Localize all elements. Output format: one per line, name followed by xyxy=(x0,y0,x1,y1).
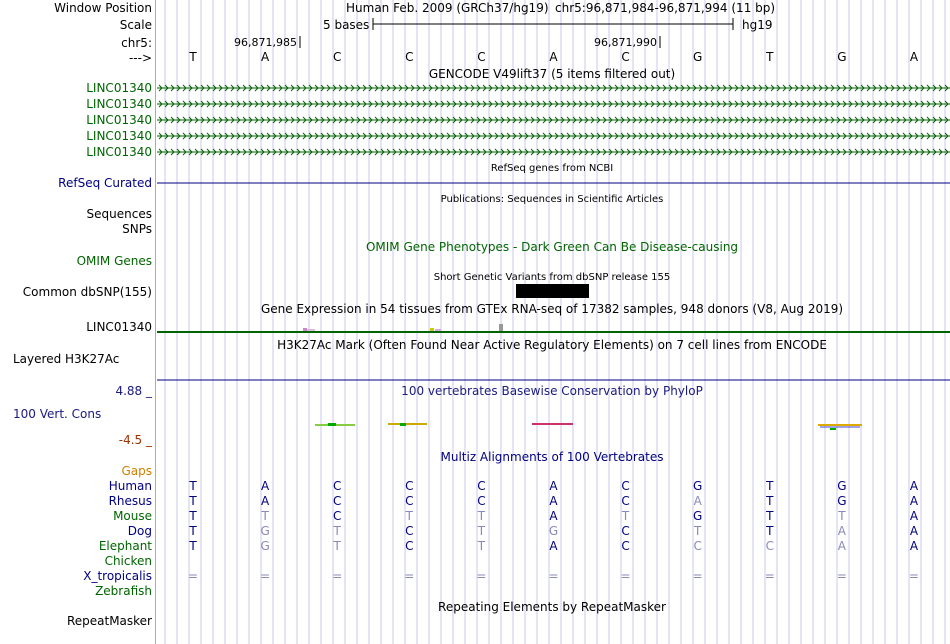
alignment-base: C xyxy=(405,539,414,553)
position-text: chr5:96,871,984-96,871,994 (11 bp) xyxy=(555,1,776,15)
alignment-base: T xyxy=(333,539,341,553)
assembly-title: Human Feb. 2009 (GRCh37/hg19) xyxy=(346,1,549,15)
alignment-base: C xyxy=(765,539,774,553)
alignment-base: C xyxy=(405,494,414,508)
label-divider xyxy=(155,0,156,644)
alignment-base: A xyxy=(549,479,558,493)
cons-label[interactable]: 100 Vert. Cons xyxy=(13,407,102,421)
alignment-base: C xyxy=(477,479,486,493)
alignment-base: A xyxy=(693,494,702,508)
alignment-base: = xyxy=(332,569,343,583)
sequences-label[interactable]: Sequences xyxy=(86,207,152,221)
h3k27-label[interactable]: Layered H3K27Ac xyxy=(13,352,120,366)
alignment-base: T xyxy=(189,539,197,553)
alignment-base: T xyxy=(621,509,630,523)
alignment-base: C xyxy=(333,509,342,523)
gencode-item-label[interactable]: LINC01340 xyxy=(86,113,152,127)
reference-base: A xyxy=(261,50,270,64)
species-label-dog[interactable]: Dog xyxy=(127,524,152,538)
alignment-base: = xyxy=(404,569,415,583)
species-label-elephant[interactable]: Elephant xyxy=(98,539,152,553)
pubs-title: Publications: Sequences in Scientific Articles xyxy=(440,194,664,205)
species-label-zebrafish[interactable]: Zebrafish xyxy=(95,584,152,598)
coord-right: 96,871,990 xyxy=(594,36,657,49)
alignment-base: C xyxy=(405,479,414,493)
alignment-base: C xyxy=(333,479,342,493)
alignment-base: A xyxy=(837,539,846,553)
reference-base: T xyxy=(189,50,197,64)
alignment-base: A xyxy=(909,539,919,553)
alignment-base: A xyxy=(549,494,558,508)
alignment-base: T xyxy=(477,539,486,553)
alignment-base: = xyxy=(188,569,199,583)
alignment-base: A xyxy=(909,479,919,493)
multiz-title: Multiz Alignments of 100 Vertebrates xyxy=(440,450,664,464)
alignment-base: T xyxy=(405,509,413,523)
alignment-base: A xyxy=(909,494,919,508)
repeatmasker-label[interactable]: RepeatMasker xyxy=(66,614,152,628)
dbsnp-label[interactable]: Common dbSNP(155) xyxy=(22,285,152,299)
track-labels xyxy=(0,0,155,644)
reference-base: G xyxy=(837,50,847,64)
reference-base: C xyxy=(405,50,414,64)
reference-base: T xyxy=(766,50,774,64)
cons-title: 100 vertebrates Basewise Conservation by PhyloP xyxy=(401,384,703,398)
alignment-base: T xyxy=(766,494,774,508)
alignment-base: = xyxy=(476,569,487,583)
scale-db: hg19 xyxy=(742,18,773,32)
gaps-label[interactable]: Gaps xyxy=(121,464,152,478)
alignment-base: T xyxy=(189,524,197,538)
alignment-base: T xyxy=(189,509,197,523)
reference-base: A xyxy=(909,50,919,64)
species-label-chicken[interactable]: Chicken xyxy=(104,554,152,568)
reference-base: C xyxy=(333,50,342,64)
alignment-base: T xyxy=(189,479,197,493)
omim-title: OMIM Gene Phenotypes - Dark Green Can Be Disease-causing xyxy=(365,240,739,254)
species-label-human[interactable]: Human xyxy=(108,479,152,493)
h3k27-title: H3K27Ac Mark (Often Found Near Active Regulatory Elements) on 7 cell lines from ENCODE xyxy=(277,338,827,352)
dbsnp-title: Short Genetic Variants from dbSNP release 155 xyxy=(433,272,671,283)
alignment-base: = xyxy=(908,569,919,583)
alignment-base: = xyxy=(692,569,703,583)
alignment-base: C xyxy=(333,494,342,508)
alignment-base: = xyxy=(260,569,271,583)
alignment-base: G xyxy=(260,524,270,538)
alignment-base: T xyxy=(766,509,774,523)
alignment-base: T xyxy=(766,524,774,538)
gtex-title: Gene Expression in 54 tissues from GTEx RNA-seq of 17382 samples, 948 donors (V8, Aug 2019) xyxy=(260,302,844,316)
alignment-base: C xyxy=(621,494,630,508)
alignment-base: C xyxy=(477,494,486,508)
alignment-base: A xyxy=(909,509,919,523)
refseq-title: RefSeq genes from NCBI xyxy=(490,163,614,174)
alignment-base: A xyxy=(837,524,846,538)
alignment-base: C xyxy=(621,539,630,553)
species-label-rhesus[interactable]: Rhesus xyxy=(108,494,152,508)
alignment-base: T xyxy=(477,509,486,523)
gencode-title: GENCODE V49lift37 (5 items filtered out) xyxy=(428,67,676,81)
gtex-label[interactable]: LINC01340 xyxy=(86,320,152,334)
alignment-base: C xyxy=(621,479,630,493)
coord-left: 96,871,985 xyxy=(234,36,297,49)
alignment-base: G xyxy=(693,479,703,493)
species-label-xtropicalis[interactable]: X_tropicalis xyxy=(83,569,152,583)
alignment-base: = xyxy=(620,569,631,583)
alignment-base: T xyxy=(766,479,774,493)
alignment-base: T xyxy=(838,509,846,523)
alignment-base: = xyxy=(764,569,775,583)
alignment-base: = xyxy=(548,569,559,583)
omim-label[interactable]: OMIM Genes xyxy=(76,254,152,268)
reference-base: C xyxy=(621,50,630,64)
alignment-base: T xyxy=(261,509,269,523)
alignment-base: T xyxy=(694,524,702,538)
alignment-base: A xyxy=(261,494,270,508)
strand-label: ---> xyxy=(128,51,152,65)
reference-base: A xyxy=(549,50,558,64)
species-label-mouse[interactable]: Mouse xyxy=(113,509,152,523)
alignment-base: G xyxy=(837,494,847,508)
alignment-base: A xyxy=(549,509,558,523)
chrom-label: chr5: xyxy=(121,36,152,50)
alignment-base: G xyxy=(548,524,559,538)
gencode-item-label[interactable]: LINC01340 xyxy=(86,129,152,143)
repeat-title: Repeating Elements by RepeatMasker xyxy=(438,600,666,614)
alignment-base: G xyxy=(837,479,847,493)
alignment-base: A xyxy=(549,539,558,553)
scale-text: 5 bases xyxy=(323,18,370,32)
alignment-base: T xyxy=(477,524,486,538)
cons-min-label: -4.5 _ xyxy=(118,433,152,447)
alignment-base: = xyxy=(836,569,847,583)
alignment-base: T xyxy=(333,524,341,538)
alignment-base: A xyxy=(261,479,270,493)
gencode-item-label[interactable]: LINC01340 xyxy=(86,145,152,159)
alignment-base: C xyxy=(405,524,414,538)
alignment-base: T xyxy=(189,494,197,508)
snps-label[interactable]: SNPs xyxy=(122,222,152,236)
alignment-base: C xyxy=(693,539,702,553)
window-position-label: Window Position xyxy=(54,1,152,15)
alignment-base: A xyxy=(909,524,919,538)
alignment-base: G xyxy=(693,509,703,523)
reference-base: G xyxy=(693,50,703,64)
alignment-base: G xyxy=(260,539,270,553)
gencode-item-label[interactable]: LINC01340 xyxy=(86,97,152,111)
reference-base: C xyxy=(477,50,486,64)
refseq-label[interactable]: RefSeq Curated xyxy=(58,176,152,190)
cons-max-label: 4.88 _ xyxy=(115,384,152,398)
scale-label: Scale xyxy=(119,18,152,32)
gencode-item-label[interactable]: LINC01340 xyxy=(86,81,152,95)
alignment-base: C xyxy=(621,524,630,538)
